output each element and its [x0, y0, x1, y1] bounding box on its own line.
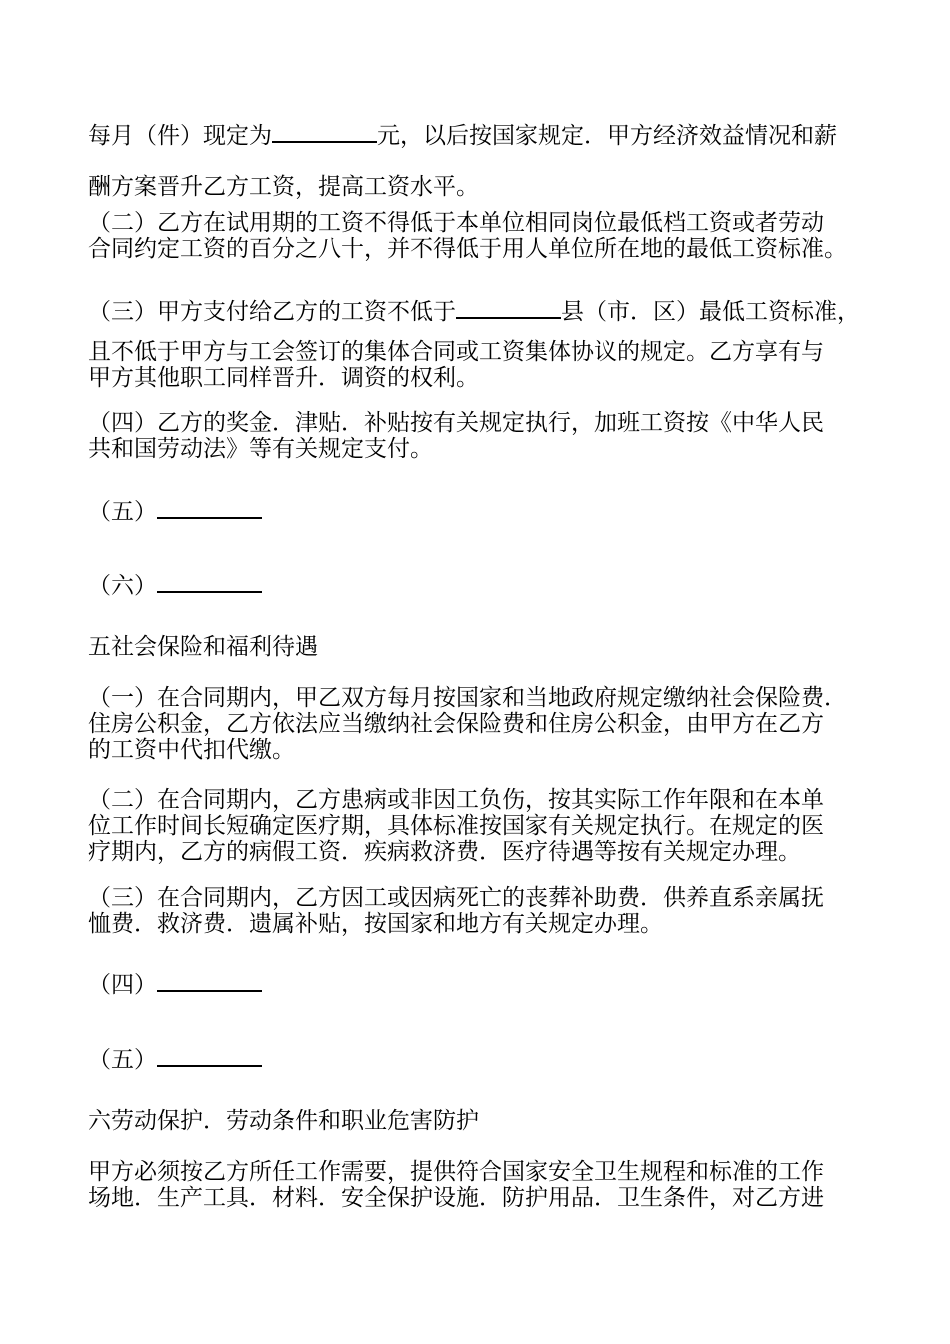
item-label: （五）: [88, 1047, 157, 1073]
section-heading-social-insurance: 五社会保险和福利待遇: [88, 634, 318, 660]
item-label: （五）: [88, 499, 157, 525]
item-four-blank: [88, 970, 888, 998]
fill-in-blank[interactable]: [157, 497, 262, 519]
paragraph-social-insurance: [88, 685, 888, 763]
text-line: 住房公积金，乙方依法应当缴纳社会保险费和住房公积金，由甲方在乙方: [88, 711, 824, 737]
text-line: 位工作时间长短确定医疗期，具体标准按国家有关规定执行。在规定的医: [88, 813, 824, 839]
text-line: [88, 297, 888, 325]
item-five-blank-2: [88, 1045, 888, 1073]
fill-in-blank[interactable]: [157, 1045, 262, 1067]
text-line: 且不低于甲方与工会签订的集体合同或工资集体协议的规定。乙方享有与: [88, 339, 824, 365]
text-line: 酬方案晋升乙方工资，提高工资水平。: [88, 174, 479, 200]
paragraph-death-benefits: [88, 885, 888, 937]
fill-in-blank[interactable]: [157, 571, 262, 593]
item-six-blank: [88, 571, 888, 599]
fill-in-blank[interactable]: [272, 121, 377, 143]
text-line: （四）乙方的奖金．津贴．补贴按有关规定执行，加班工资按《中华人民: [88, 410, 824, 436]
text-line: [88, 121, 888, 149]
text-line: （一）在合同期内，甲乙双方每月按国家和当地政府规定缴纳社会保险费．: [88, 685, 847, 711]
text-line: 疗期内，乙方的病假工资．疾病救济费．医疗待遇等按有关规定办理。: [88, 839, 801, 865]
text-line: 合同约定工资的百分之八十，并不得低于用人单位所在地的最低工资标准。: [88, 236, 847, 262]
paragraph-bonus: [88, 410, 888, 462]
text-line: 场地．生产工具．材料．安全保护设施．防护用品．卫生条件，对乙方进: [88, 1185, 824, 1211]
text-segment: 县（市．区）最低工资标准，: [561, 299, 860, 325]
text-line: （三）在合同期内，乙方因工或因病死亡的丧葬补助费．供养直系亲属抚: [88, 885, 824, 911]
fill-in-blank[interactable]: [456, 297, 561, 319]
text-line: （二）在合同期内，乙方患病或非因工负伤，按其实际工作年限和在本单: [88, 787, 824, 813]
text-line: 甲方其他职工同样晋升．调资的权利。: [88, 365, 479, 391]
text-line: 共和国劳动法》等有关规定支付。: [88, 436, 433, 462]
fill-in-blank[interactable]: [157, 970, 262, 992]
paragraph-labor-protection: [88, 1159, 888, 1211]
section-heading-labor-protection: 六劳动保护．劳动条件和职业危害防护: [88, 1108, 479, 1134]
text-line: 的工资中代扣代缴。: [88, 737, 295, 763]
paragraph-probation-wage: [88, 210, 888, 262]
paragraph-monthly-wage: [88, 121, 888, 200]
text-segment: 元，以后按国家规定．甲方经济效益情况和薪: [377, 123, 837, 149]
paragraph-minimum-wage: [88, 297, 888, 391]
text-line: 恤费．救济费．遗属补贴，按国家和地方有关规定办理。: [88, 911, 663, 937]
text-line: 甲方必须按乙方所任工作需要，提供符合国家安全卫生规程和标准的工作: [88, 1159, 824, 1185]
text-line: （二）乙方在试用期的工资不得低于本单位相同岗位最低档工资或者劳动: [88, 210, 824, 236]
item-label: （六）: [88, 573, 157, 599]
item-five-blank: [88, 497, 888, 525]
text-segment: （三）甲方支付给乙方的工资不低于: [88, 299, 456, 325]
text-segment: 每月（件）现定为: [88, 123, 272, 149]
paragraph-medical-leave: [88, 787, 888, 865]
item-label: （四）: [88, 972, 157, 998]
